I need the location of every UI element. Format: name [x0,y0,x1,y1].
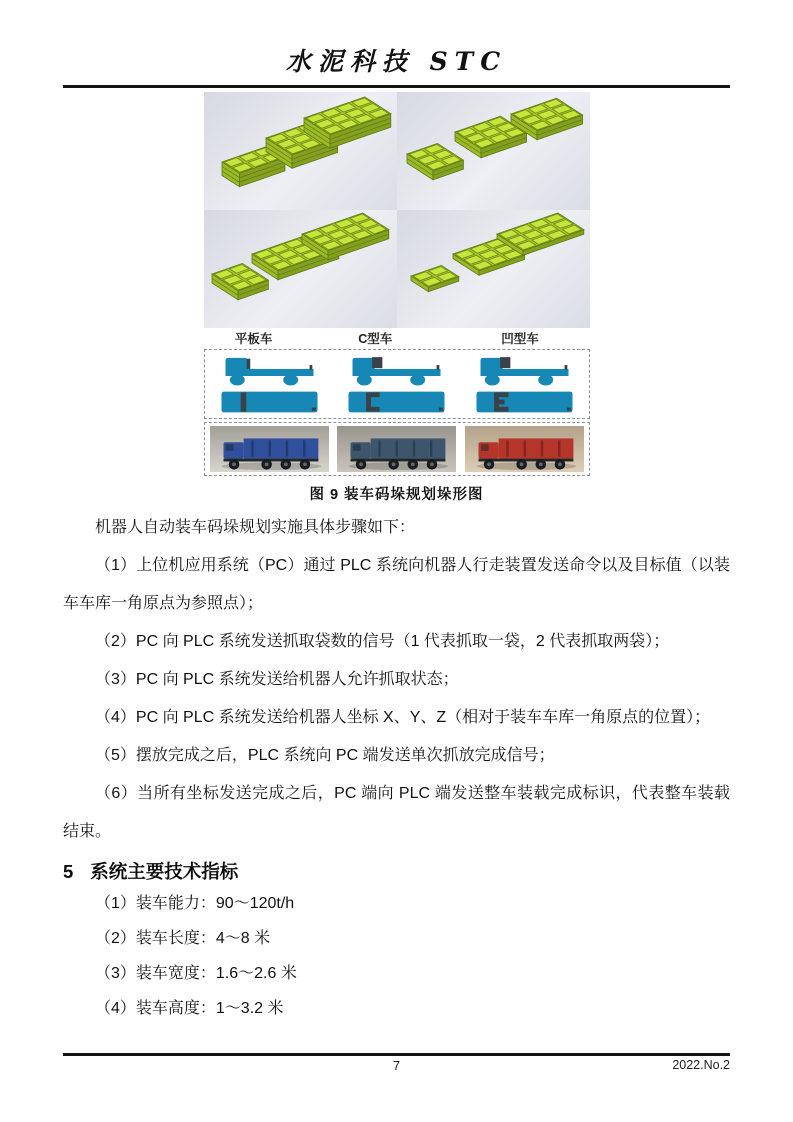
pallet-panel-bottom-right [397,210,590,328]
pallet-stacks-render [204,210,397,328]
step-paragraph-1: （1）上位机应用系统（PC）通过 PLC 系统向机器人行走装置发送命令以及目标值（以装车车库一角原点为参照点）； [63,557,730,612]
truck-side-view-icon [466,354,583,387]
label-c-type-truck: C型车 [358,332,393,346]
truck-photo-box [204,422,590,476]
procedure-text [63,509,730,851]
truck-type-labels [204,329,590,347]
truck-photo-render [465,426,584,472]
truck-photo-blue-c-type [337,426,456,472]
pallet-stacks-render [204,92,397,210]
section-number: 5 [63,861,74,882]
spec-loading-width: （3）装车宽度：1.6～2.6 米 [95,965,297,982]
step-paragraph-5: （5）摆放完成之后，PLC 系统向 PC 端发送单次抓放完成信号； [95,747,555,764]
truck-diagram-c-type [338,354,455,414]
label-flatbed-truck: 平板车 [234,332,273,346]
truck-top-view-icon [338,390,455,414]
truck-photo-render [210,426,329,472]
truck-photo-blue-flatbed [210,426,329,472]
pallet-stacks-render [397,210,590,328]
truck-side-view-icon [338,354,455,387]
spec-loading-length: （2）装车长度：4～8 米 [95,930,271,947]
truck-photo-red-concave [465,426,584,472]
spec-loading-height: （4）装车高度：1～3.2 米 [95,1000,284,1017]
truck-side-view-icon [211,354,328,387]
truck-photo-render [337,426,456,472]
footer-rule [63,1053,730,1056]
pallet-panel-top-left [204,92,397,210]
step-paragraph-3: （3）PC 向 PLC 系统发送给机器人允许抓取状态； [95,671,459,688]
truck-top-view-icon [211,390,328,414]
section-title: 系统主要技术指标 [90,861,239,882]
pallet-stacks-render [397,92,590,210]
section-heading [63,858,730,884]
spec-loading-capacity: （1）装车能力：90～120t/h [95,895,295,912]
header-rule [63,85,730,88]
truck-diagram-flat [211,354,328,414]
intro-paragraph: 机器人自动装车码垛规划实施具体步骤如下： [95,519,416,536]
truck-diagram-box [204,349,590,419]
step-paragraph-4: （4）PC 向 PLC 系统发送给机器人坐标 X、Y、Z（相对于装车车库一角原点的位置）； [95,709,711,726]
pallet-panel-top-right [397,92,590,210]
issue-number: 2022.No.2 [672,1058,730,1072]
pallet-panel-bottom-left [204,210,397,328]
technical-specs [63,886,730,1026]
step-paragraph-2: （2）PC 向 PLC 系统发送抓取袋数的信号（1 代表抓取一袋，2 代表抓取两袋）； [95,633,670,650]
journal-title: 水泥科技 STC [285,47,508,76]
page-number: 7 [392,1058,401,1073]
footer [63,1058,730,1078]
truck-diagram-concave-type [466,354,583,414]
page-content [63,92,730,1026]
figure-9 [204,92,590,504]
label-concave-type-truck: 凹型车 [501,332,539,346]
step-paragraph-6: （6）当所有坐标发送完成之后，PC 端向 PLC 端发送整车装载完成标识，代表整车装载结束。 [63,785,730,840]
figure-caption: 图 9 装车码垛规划垛形图 [309,487,484,503]
truck-top-view-icon [466,390,583,414]
pallet-render-panels [204,92,590,328]
